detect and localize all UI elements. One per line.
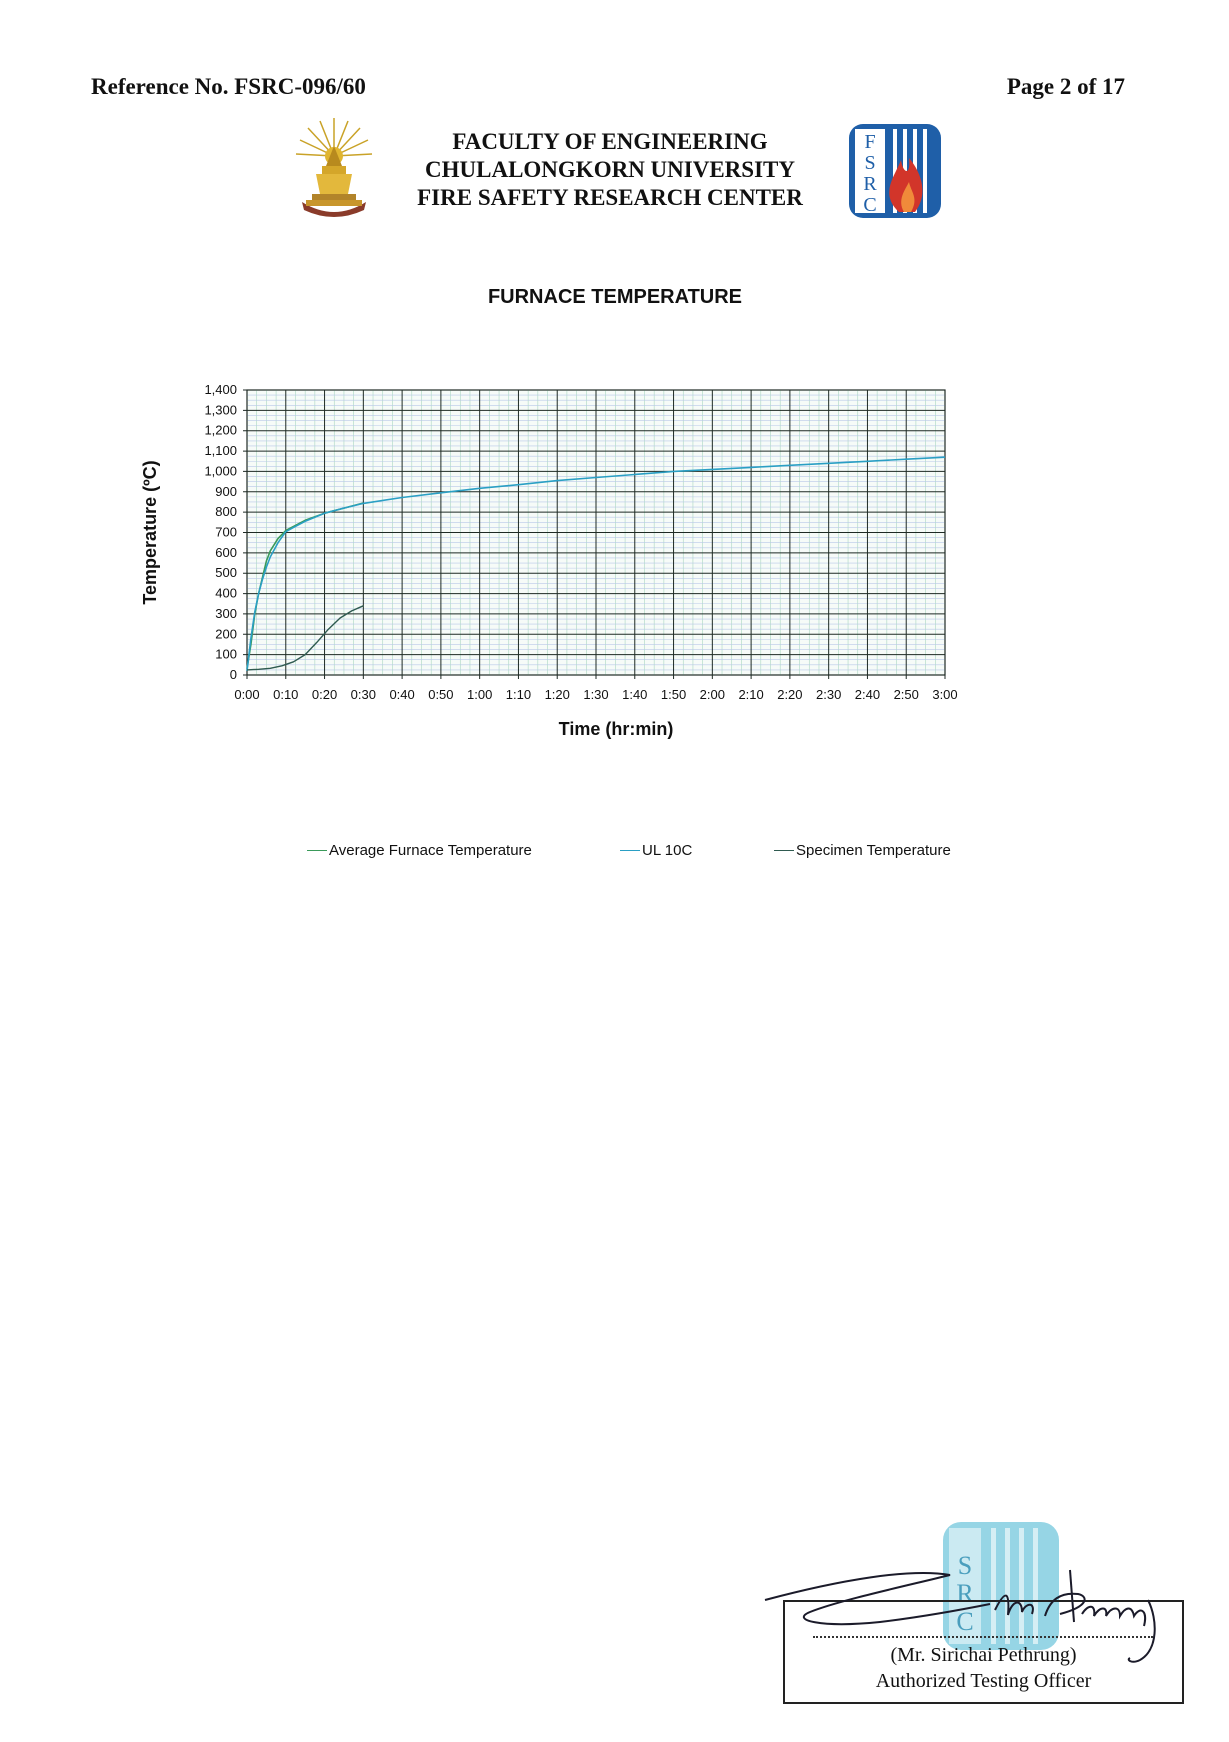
y-tick-label: 100 (215, 646, 237, 662)
page-number: Page 2 of 17 (1006, 74, 1125, 99)
x-tick-label: 0:10 (273, 687, 299, 702)
y-tick-label: 400 (215, 585, 237, 601)
stamp-letter: R (956, 1579, 974, 1608)
legend-swatch (774, 850, 794, 851)
x-tick-label: 0:50 (428, 687, 454, 702)
x-tick-label: 2:30 (816, 687, 842, 702)
stamp-letter: S (957, 1551, 973, 1580)
furnace-temperature-chart (120, 380, 1100, 800)
x-tick-label: 2:20 (777, 687, 803, 702)
legend-item (307, 842, 532, 859)
x-tick-label: 1:20 (544, 687, 570, 702)
y-tick-label: 300 (215, 605, 237, 621)
x-tick-label: 2:40 (854, 687, 881, 702)
x-tick-label: 3:00 (932, 687, 958, 702)
university-name: CHULALONGKORN UNIVERSITY (425, 157, 795, 182)
chart-grid (243, 390, 945, 679)
reference-number: Reference No. FSRC-096/60 (91, 74, 366, 99)
y-tick-label: 1,400 (204, 382, 237, 397)
y-tick-label: 700 (215, 524, 237, 540)
x-tick-label: 1:30 (583, 687, 609, 702)
y-tick-label: 200 (215, 626, 237, 642)
legend-label: Specimen Temperature (796, 842, 951, 859)
x-tick-label: 0:40 (389, 687, 415, 702)
logo-letter: R (863, 173, 877, 195)
y-tick-label: 1,100 (204, 443, 237, 459)
x-tick-label: 2:50 (893, 687, 919, 702)
x-axis-label: Time (hr:min) (558, 719, 674, 739)
y-tick-label: 1,000 (204, 463, 237, 479)
x-tick-label: 1:50 (660, 687, 687, 702)
faculty-name: FACULTY OF ENGINEERING (452, 129, 768, 154)
logo-letter: C (863, 194, 877, 216)
stamp-letter: C (956, 1607, 974, 1636)
officer-title: Authorized Testing Officer (875, 1670, 1092, 1692)
center-name: FIRE SAFETY RESEARCH CENTER (417, 185, 803, 210)
legend-item (774, 842, 951, 859)
y-tick-label: 800 (215, 504, 237, 520)
x-tick-label: 0:30 (350, 687, 376, 702)
logo-letter: S (864, 152, 876, 174)
legend-swatch (620, 850, 640, 851)
handwritten-signature-icon (760, 1530, 1170, 1680)
y-tick-label: 0 (229, 667, 237, 682)
x-tick-label: 2:00 (699, 687, 725, 702)
x-tick-label: 1:10 (505, 687, 532, 702)
officer-name: (Mr. Sirichai Pethrung) (890, 1644, 1077, 1666)
legend-label: UL 10C (642, 842, 693, 859)
x-tick-label: 1:00 (467, 687, 493, 702)
legend-swatch (307, 850, 327, 851)
y-tick-label: 1,300 (204, 402, 237, 418)
chart-title: FURNACE TEMPERATURE (487, 286, 743, 308)
institution-block (390, 128, 830, 212)
legend-label: Average Furnace Temperature (329, 842, 532, 859)
logo-letter: F (864, 131, 876, 153)
y-tick-label: 900 (215, 483, 237, 499)
chart-canvas (120, 380, 1100, 800)
university-crest-icon (290, 116, 378, 224)
x-tick-label: 1:40 (622, 687, 648, 702)
fsrc-logo-icon (849, 124, 941, 218)
y-tick-label: 500 (215, 565, 237, 581)
x-tick-label: 0:20 (311, 687, 338, 702)
y-tick-label: 1,200 (204, 422, 237, 438)
legend-item (620, 842, 692, 859)
chart-legend (307, 842, 1067, 864)
x-tick-label: 2:10 (738, 687, 764, 702)
x-tick-label: 0:00 (234, 687, 260, 702)
y-axis-label: Temperature (ºC) (140, 460, 160, 605)
y-tick-label: 600 (215, 544, 237, 560)
